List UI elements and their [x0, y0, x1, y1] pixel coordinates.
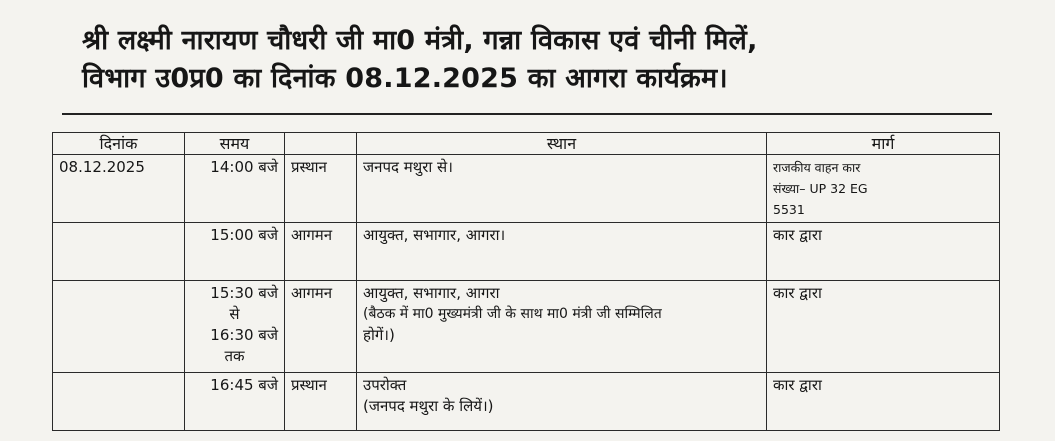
cell-place	[357, 155, 767, 223]
time-line: 16:45 बजे	[210, 376, 278, 394]
table-header-row	[53, 133, 1000, 155]
place-line: (बैठक में मा0 मुख्यमंत्री जी के साथ मा0 मंत्री जी सम्मिलित	[363, 306, 662, 322]
cell-mode	[767, 373, 1000, 431]
cell-time	[185, 281, 285, 373]
place-line: (जनपद मथुरा के लियें।)	[363, 397, 494, 415]
cell-place	[357, 223, 767, 281]
header-mode: मार्ग	[767, 133, 1000, 155]
time-line: 15:30 बजे	[210, 284, 278, 302]
cell-date	[53, 373, 185, 431]
mode-line: राजकीय वाहन कार	[773, 160, 861, 175]
table-row	[53, 155, 1000, 223]
heading-rule	[62, 113, 992, 115]
cell-action: प्रस्थान	[285, 155, 357, 223]
table-row	[53, 223, 1000, 281]
cell-time	[185, 223, 285, 281]
header-date: दिनांक	[53, 133, 185, 155]
time-line: से	[229, 305, 240, 323]
cell-date: 08.12.2025	[53, 155, 185, 223]
schedule-table	[52, 132, 1000, 431]
place-line: होगें।)	[363, 326, 395, 344]
table-row	[53, 281, 1000, 373]
cell-mode	[767, 155, 1000, 223]
time-line: 14:00 बजे	[210, 158, 278, 176]
place-line: जनपद मथुरा से।	[363, 158, 453, 176]
cell-time	[185, 155, 285, 223]
cell-date	[53, 281, 185, 373]
document-heading	[82, 22, 1002, 98]
heading-line-2: विभाग उ0प्र0 का दिनांक 08.12.2025 का आगरा कार्यक्रम।	[82, 63, 728, 94]
cell-action: आगमन	[285, 281, 357, 373]
place-line: आयुक्त, सभागार, आगरा	[363, 284, 500, 302]
cell-date	[53, 223, 185, 281]
header-place: स्थान	[357, 133, 767, 155]
cell-place	[357, 281, 767, 373]
cell-place	[357, 373, 767, 431]
mode-line: कार द्वारा	[773, 226, 822, 244]
cell-action: प्रस्थान	[285, 373, 357, 431]
heading-line-1: श्री लक्ष्मी नारायण चौधरी जी मा0 मंत्री, गन्ना विकास एवं चीनी मिलें,	[82, 25, 758, 56]
cell-mode	[767, 281, 1000, 373]
mode-line: कार द्वारा	[773, 284, 822, 302]
table-row	[53, 373, 1000, 431]
mode-line: संख्या– UP 32 EG	[773, 181, 868, 196]
place-line: उपरोक्त	[363, 376, 407, 394]
mode-line: 5531	[773, 202, 805, 217]
time-line: 16:30 बजे	[210, 326, 278, 344]
cell-mode	[767, 223, 1000, 281]
time-line: 15:00 बजे	[210, 226, 278, 244]
cell-action: आगमन	[285, 223, 357, 281]
time-line: तक	[224, 347, 245, 365]
header-action	[285, 133, 357, 155]
place-line: आयुक्त, सभागार, आगरा।	[363, 226, 506, 244]
mode-line: कार द्वारा	[773, 376, 822, 394]
header-time: समय	[185, 133, 285, 155]
cell-time	[185, 373, 285, 431]
